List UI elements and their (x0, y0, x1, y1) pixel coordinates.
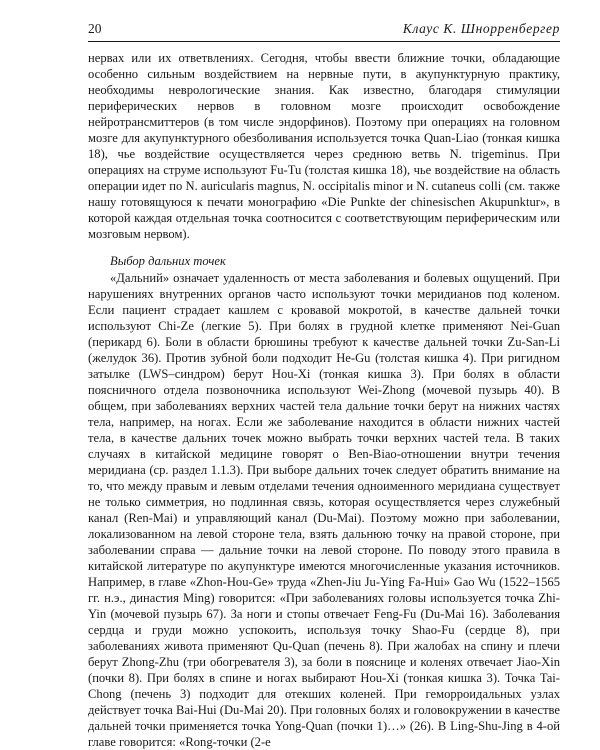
page-header (88, 20, 560, 38)
header-rule (88, 41, 560, 42)
running-head: Клаус К. Шнорренбергер (402, 21, 560, 36)
section-subheading: Выбор дальних точек (110, 254, 226, 268)
paragraph-distant-points: «Дальний» означает удаленность от места заболевания и болевых ощущений. При нарушениях внутренних органов часто используют точки меридианов под коленом. Если пациент страдает кашлем с кровавой мокротой, в качестве дальней точки используют Chi-Ze (легкие 5). При болях в грудной клетке применяют Nei-Guan (перикард 6). Боли в области брюшины требуют к качестве дальней точки Zu-San-Li (желудок 36). Против зубной боли подходит He-Gu (толстая кишка 4). При ригидном затылке (LWS–синдром) берут Hou-Xi (тонкая кишка 3). При болях в области поясничного отдела позвоночника используют Wei-Zhong (мочевой пузырь 40). В общем, при заболеваниях верхних частей тела дальние точки берут на нижних частях тела, например, на ногах. Если же заболевание находится в области нижних частей тела, в качестве дальних точек можно выбрать точки верхних частей тела. В таких случаях в китайской медицине говорят о Ben-Biao-отношении внутри течения меридиана (ср. раздел 1.1.3). При выборе дальних точек следует обратить внимание на то, что между правым и левым отделами течения одноименного меридиана существует не только симметрия, но подлинная связь, которая осуществляется через служебный канал (Ren-Mai) и управляющий канал (Du-Mai). Поэтому можно при заболевании, локализованном на левой стороне тела, взять дальнюю точку на правой стороне, при заболевании справа — дальние точки на левой стороне. По поводу этого правила в китайской литературе по акупунктуре имеются многочисленные указания источников. Например, в главе «Zhon-Hou-Ge» труда «Zhen-Jiu Ju-Ying Fa-Hui» Gao Wu (1522–1565 гг. н.э., династия Ming) говорится: «При заболеваниях головы используется точка Zhi-Yin (мочевой пузырь 67). За ноги и стопы отвечает Feng-Fu (Du-Mai 16). Заболевания сердца и груди можно успокоить, используя точку Shao-Fu (сердце 8), при заболеваниях живота применяют Qu-Quan (печень 8). При жалобах на спину и плечи берут Zhong-Zhu (три обогревателя 3), за боли в пояснице и коленях отвечает Jiao-Xin (почки 8). При болях в спине и ногах выбирают Hou-Xi (тонкая кишка 3). Точка Tai-Chong (печень 3) подходит для отекших коленей. При геморроидальных узлах действует точка Bai-Hui (Du-Mai 20). При головных болях и головокружении в качестве дальней точки применяется точка Yong-Quan (почки 1)…» (26). В Ling-Shu-Jing в 4-ой главе говорится: «Rong-точки (2-е (88, 271, 560, 749)
page-number: 20 (88, 21, 102, 36)
page-body (88, 50, 560, 750)
paragraph-continued: нервах или их ответвлениях. Сегодня, чтобы ввести ближние точки, обладающие особенно сильным воздействием на нервные пути, в акупунктурную практику, необходимы неврологические знания. Как известно, благодаря стимуляции периферических нервов в головном мозге происходит освобождение нейротрансмиттеров (в том числе эндорфинов). Поэтому при операциях на головном мозге для акупунктурного обезболивания используется точка Quan-Liao (тонкая кишка 18), чье воздействие осуществляется через среднюю ветвь N. trigeminus. При операциях на струме используют Fu-Tu (толстая кишка 18), чье воздействие на область операции идет по N. auricularis magnus, N. occipitalis minor и N. cutaneus colli (см. также нашу готовящуюся к печати монографию «Die Punkte der chinesischen Akupunktur», в которой каждая отдельная точка соотносится с соответствующим периферическим или мозговым нервом). (88, 51, 560, 241)
